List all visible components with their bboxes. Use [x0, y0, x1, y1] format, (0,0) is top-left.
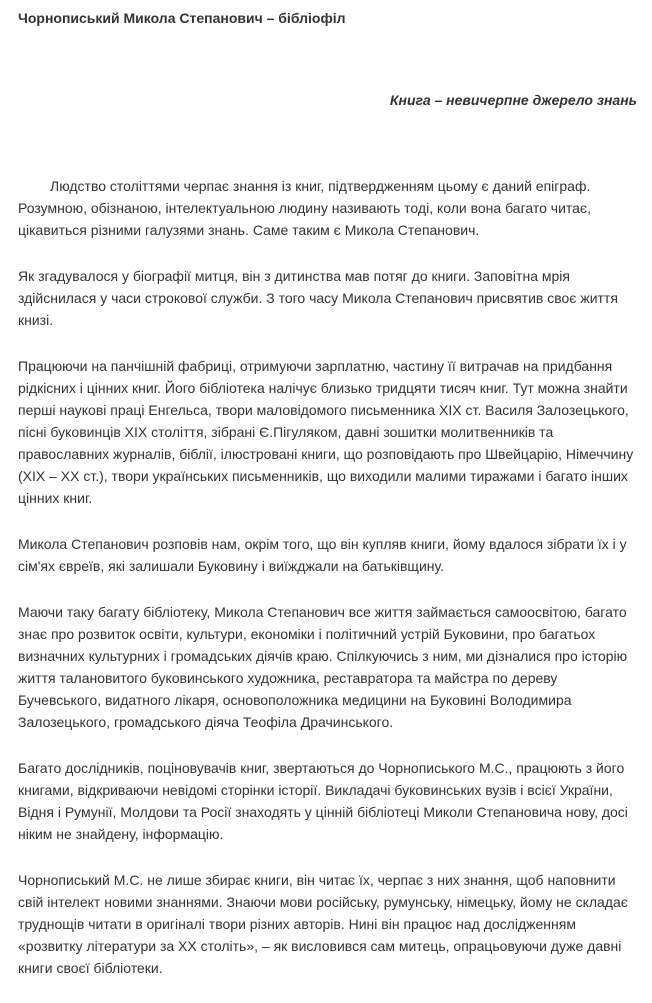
article-body: [18, 175, 640, 1003]
epigraph: Книга – невичерпне джерело знань: [389, 92, 637, 108]
paragraph-intro: Людство століттями черпає знання із книг, підтвердженням цьому є даний епіграф. Розумною, обізнаною, інтелектуальною людину називають тоді, коли вона багато читає, цікавиться різними галузями знань. Саме таким є Микола Степанович.: [18, 178, 591, 238]
paragraph-self-education: Маючи таку багату бібліотеку, Микола Степанович все життя займається самоосвітою, багато знає про розвиток освіти, культури, економіки і політичний устрій Буковини, про багатьох визначних культурних і громадських діячів краю. Спілкуючись з ним, ми дізналися про історію життя талановитого буковинського художника, реставратора та майстра по дереву Бучевського, видатного лікаря, основоположника медицини на Буковині Володимира Залозецького, громадського діяча Теофіла Драчинського.: [18, 604, 628, 730]
paragraph-childhood: Як згадувалося у біографії митця, він з дитинства мав потяг до книги. Заповітна мрія здійснилася у часи строкової служби. З того часу Микола Степанович присвятив своє життя книзі.: [18, 268, 618, 328]
paragraph-researchers: Багато дослідників, поціновувачів книг, звертаються до Чорнописького М.С., працюють з його книгами, відкриваючи невідомі сторінки історії. Викладачі буковинських вузів і всієї України, Відня і Румунії, Молдови та Росії знаходять у цінній бібліотеці Миколи Степановича нову, досі ніким не знайдену, інформацію.: [18, 760, 628, 842]
paragraph-collecting: Микола Степанович розповів нам, окрім того, що він купляв книги, йому вдалося зібрати їх і у сім'ях євреїв, які залишали Буковину і виїжджали на батьківщину.: [18, 536, 627, 574]
paragraph-library: Працюючи на панчішній фабриці, отримуючи зарплатню, частину її витрачав на придбання рідкісних і цінних книг. Його бібліотека налічує близько тридцяти тисяч книг. Тут можна знайти перші наукові праці Енгельса, твори маловідомого письменника ХІХ ст. Василя Залозецького, пісні буковинців ХІХ століття, зібрані Є.Пігуляком, давні зошитки молитвенників та православних журналів, біблії, ілюстровані книги, що розповідають про Швейцарію, Німеччину (ХІХ – ХХ ст.), твори українських письменників, що виходили малими тиражами і багато інших цінних книг.: [18, 358, 634, 506]
article-title: Чорнописький Микола Степанович – бібліофіл: [18, 10, 346, 26]
paragraph-current-work: Чорнописький М.С. не лише збирає книги, він читає їх, черпає з них знання, щоб наповнити свій інтелект новими знаннями. Знаючи мови російську, румунську, німецьку, йому не складає труднощів читати в оригіналі твори різних авторів. Нині він працює над дослідженням «розвитку літератури за ХХ століть», – як висловився сам митець, опрацьовуючи дуже давні книги своєї бібліотеки.: [18, 872, 628, 976]
